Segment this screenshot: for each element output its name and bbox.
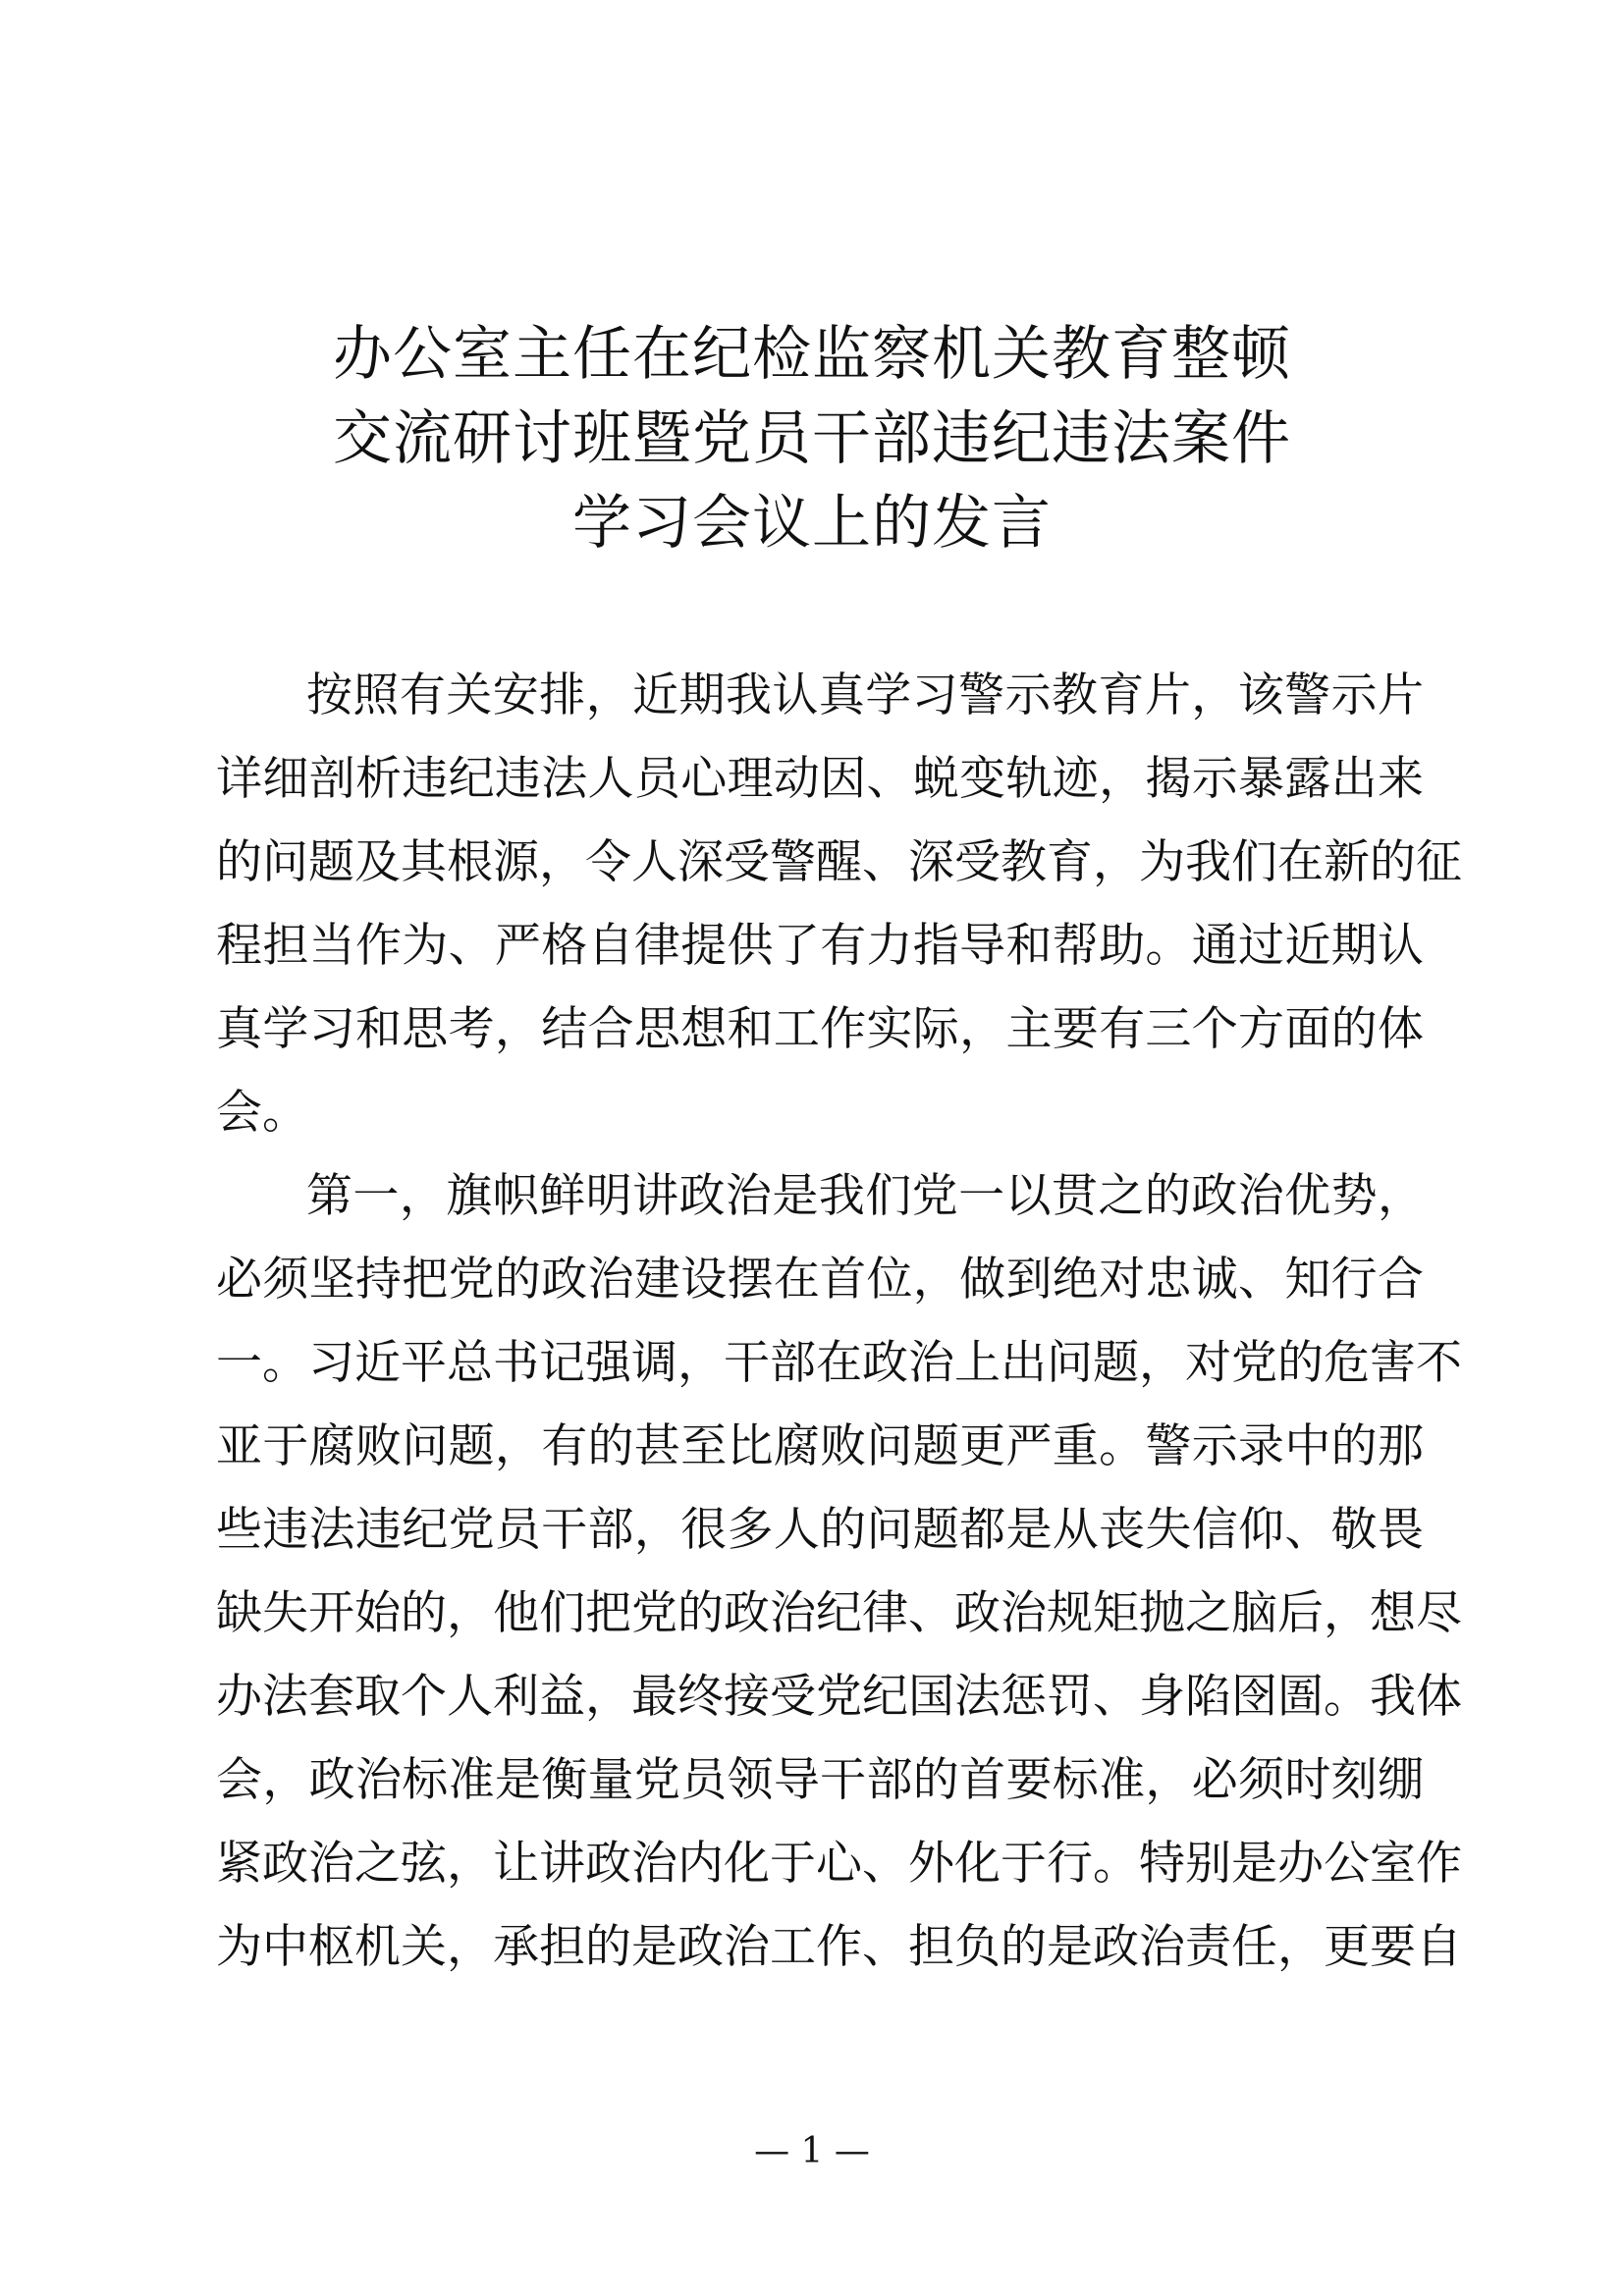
body-line: 按照有关安排，近期我认真学习警示教育片，该警示片 xyxy=(306,668,1424,722)
body-line: 真学习和思考，结合思想和工作实际，主要有三个方面的体 xyxy=(216,1002,1424,1056)
document-body xyxy=(216,654,1462,1989)
body-line: 会。 xyxy=(216,1086,308,1140)
title-line-3: 学习会议上的发言 xyxy=(572,489,1052,558)
body-line: 为中枢机关，承担的是政治工作、担负的是政治责任，更要自 xyxy=(216,1920,1462,1974)
body-line: 第一，旗帜鲜明讲政治是我们党一以贯之的政治优势， xyxy=(306,1169,1424,1223)
body-line: 的问题及其根源，令人深受警醒、深受教育，为我们在新的征 xyxy=(216,835,1462,889)
body-line: 详细剖析违纪违法人员心理动因、蜕变轨迹，揭示暴露出来 xyxy=(216,752,1424,806)
body-line: 紧政治之弦，让讲政治内化于心、外化于行。特别是办公室作 xyxy=(216,1837,1462,1891)
title-line-1: 办公室主任在纪检监察机关教育整顿 xyxy=(333,320,1291,389)
body-line: 必须坚持把党的政治建设摆在首位，做到绝对忠诚、知行合 xyxy=(216,1253,1424,1307)
title-line-2: 交流研讨班暨党员干部违纪违法案件 xyxy=(333,404,1291,473)
body-line: 一。习近平总书记强调，干部在政治上出问题，对党的危害不 xyxy=(216,1336,1462,1390)
document-title xyxy=(0,312,1624,565)
body-line: 程担当作为、严格自律提供了有力指导和帮助。通过近期认 xyxy=(216,919,1424,973)
body-line: 会，政治标准是衡量党员领导干部的首要标准，必须时刻绷 xyxy=(216,1753,1424,1807)
body-line: 办法套取个人利益，最终接受党纪国法惩罚、身陷囹圄。我体 xyxy=(216,1670,1462,1724)
body-line: 些违法违纪党员干部，很多人的问题都是从丧失信仰、敬畏 xyxy=(216,1503,1424,1557)
body-line: 缺失开始的，他们把党的政治纪律、政治规矩抛之脑后，想尽 xyxy=(216,1586,1462,1640)
page-number: — 1 — xyxy=(754,2131,870,2171)
body-line: 亚于腐败问题，有的甚至比腐败问题更严重。警示录中的那 xyxy=(216,1419,1424,1473)
